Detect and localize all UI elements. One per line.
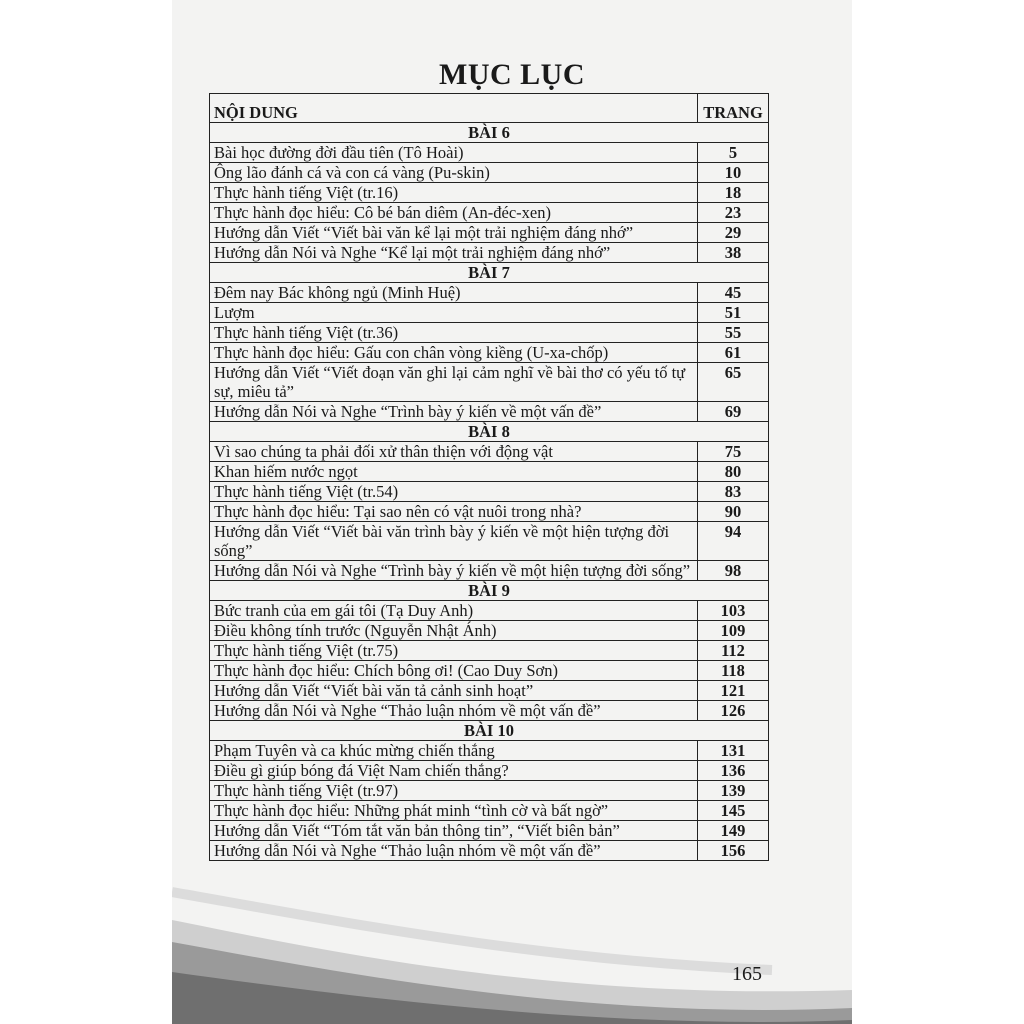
toc-entry-title: Thực hành đọc hiểu: Cô bé bán diêm (An-đéc-xen) xyxy=(210,203,698,223)
toc-entry-title: Hướng dẫn Viết “Tóm tắt văn bản thông tin”, “Viết biên bản” xyxy=(210,821,698,841)
toc-entry-page: 90 xyxy=(698,502,769,522)
toc-entry-title: Hướng dẫn Viết “Viết bài văn kể lại một trải nghiệm đáng nhớ” xyxy=(210,223,698,243)
toc-entry-title: Thực hành đọc hiểu: Những phát minh “tình cờ và bất ngờ” xyxy=(210,801,698,821)
section-label: BÀI 7 xyxy=(210,263,769,283)
toc-row xyxy=(210,482,769,502)
toc-entry-title: Hướng dẫn Viết “Viết bài văn tả cảnh sinh hoạt” xyxy=(210,681,698,701)
toc-row xyxy=(210,223,769,243)
toc-entry-page: 65 xyxy=(698,363,769,402)
table-of-contents xyxy=(209,93,769,861)
toc-row xyxy=(210,402,769,422)
section-row xyxy=(210,263,769,283)
toc-entry-title: Lượm xyxy=(210,303,698,323)
book-page xyxy=(172,0,852,1024)
toc-row xyxy=(210,661,769,681)
section-label: BÀI 9 xyxy=(210,581,769,601)
toc-row xyxy=(210,522,769,561)
section-row xyxy=(210,581,769,601)
toc-entry-page: 83 xyxy=(698,482,769,502)
toc-row xyxy=(210,701,769,721)
toc-entry-title: Hướng dẫn Nói và Nghe “Kể lại một trải nghiệm đáng nhớ” xyxy=(210,243,698,263)
toc-entry-title: Thực hành tiếng Việt (tr.97) xyxy=(210,781,698,801)
section-label: BÀI 10 xyxy=(210,721,769,741)
toc-entry-page: 51 xyxy=(698,303,769,323)
toc-row xyxy=(210,163,769,183)
toc-row xyxy=(210,841,769,861)
toc-entry-page: 80 xyxy=(698,462,769,482)
toc-entry-page: 136 xyxy=(698,761,769,781)
toc-row xyxy=(210,303,769,323)
table-header-row xyxy=(210,94,769,123)
toc-entry-title: Thực hành tiếng Việt (tr.75) xyxy=(210,641,698,661)
toc-entry-title: Vì sao chúng ta phải đối xử thân thiện với động vật xyxy=(210,442,698,462)
toc-row xyxy=(210,561,769,581)
toc-entry-title: Hướng dẫn Nói và Nghe “Trình bày ý kiến về một vấn đề” xyxy=(210,402,698,422)
toc-row xyxy=(210,821,769,841)
toc-row xyxy=(210,363,769,402)
toc-entry-title: Hướng dẫn Nói và Nghe “Trình bày ý kiến về một hiện tượng đời sống” xyxy=(210,561,698,581)
section-row xyxy=(210,123,769,143)
toc-row xyxy=(210,243,769,263)
toc-entry-page: 131 xyxy=(698,741,769,761)
toc-row xyxy=(210,681,769,701)
content-column-header: NỘI DUNG xyxy=(210,94,698,123)
toc-entry-title: Hướng dẫn Nói và Nghe “Thảo luận nhóm về một vấn đề” xyxy=(210,701,698,721)
toc-entry-page: 149 xyxy=(698,821,769,841)
toc-row xyxy=(210,323,769,343)
toc-row xyxy=(210,283,769,303)
toc-entry-page: 29 xyxy=(698,223,769,243)
toc-entry-page: 69 xyxy=(698,402,769,422)
toc-row xyxy=(210,343,769,363)
toc-entry-page: 23 xyxy=(698,203,769,223)
toc-entry-title: Hướng dẫn Viết “Viết đoạn văn ghi lại cảm nghĩ về bài thơ có yếu tố tự sự, miêu tả” xyxy=(210,363,698,402)
toc-entry-page: 75 xyxy=(698,442,769,462)
toc-entry-page: 10 xyxy=(698,163,769,183)
toc-entry-title: Thực hành tiếng Việt (tr.54) xyxy=(210,482,698,502)
page-column-header: TRANG xyxy=(698,94,769,123)
toc-row xyxy=(210,143,769,163)
section-label: BÀI 8 xyxy=(210,422,769,442)
toc-entry-title: Điều gì giúp bóng đá Việt Nam chiến thắng? xyxy=(210,761,698,781)
toc-entry-page: 94 xyxy=(698,522,769,561)
toc-entry-title: Bức tranh của em gái tôi (Tạ Duy Anh) xyxy=(210,601,698,621)
toc-entry-page: 98 xyxy=(698,561,769,581)
toc-entry-title: Thực hành tiếng Việt (tr.36) xyxy=(210,323,698,343)
toc-row xyxy=(210,801,769,821)
toc-entry-title: Thực hành tiếng Việt (tr.16) xyxy=(210,183,698,203)
toc-row xyxy=(210,442,769,462)
toc-entry-page: 156 xyxy=(698,841,769,861)
toc-entry-page: 18 xyxy=(698,183,769,203)
section-row xyxy=(210,721,769,741)
toc-entry-page: 118 xyxy=(698,661,769,681)
toc-entry-page: 103 xyxy=(698,601,769,621)
page-title: MỤC LỤC xyxy=(439,58,585,91)
section-row xyxy=(210,422,769,442)
section-label: BÀI 6 xyxy=(210,123,769,143)
toc-row xyxy=(210,621,769,641)
toc-entry-page: 121 xyxy=(698,681,769,701)
toc-entry-page: 126 xyxy=(698,701,769,721)
toc-row xyxy=(210,741,769,761)
toc-row xyxy=(210,601,769,621)
toc-row xyxy=(210,183,769,203)
page-number: 165 xyxy=(732,963,762,985)
toc-entry-title: Phạm Tuyên và ca khúc mừng chiến thắng xyxy=(210,741,698,761)
toc-entry-title: Hướng dẫn Nói và Nghe “Thảo luận nhóm về một vấn đề” xyxy=(210,841,698,861)
toc-row xyxy=(210,502,769,522)
toc-entry-title: Thực hành đọc hiểu: Gấu con chân vòng kiềng (U-xa-chốp) xyxy=(210,343,698,363)
toc-entry-page: 61 xyxy=(698,343,769,363)
toc-entry-page: 145 xyxy=(698,801,769,821)
toc-row xyxy=(210,641,769,661)
toc-row xyxy=(210,462,769,482)
toc-entry-title: Hướng dẫn Viết “Viết bài văn trình bày ý kiến về một hiện tượng đời sống” xyxy=(210,522,698,561)
toc-entry-title: Điều không tính trước (Nguyễn Nhật Ánh) xyxy=(210,621,698,641)
toc-entry-page: 5 xyxy=(698,143,769,163)
toc-entry-title: Ông lão đánh cá và con cá vàng (Pu-skin) xyxy=(210,163,698,183)
toc-entry-page: 109 xyxy=(698,621,769,641)
toc-entry-title: Thực hành đọc hiểu: Chích bông ơi! (Cao Duy Sơn) xyxy=(210,661,698,681)
toc-row xyxy=(210,781,769,801)
toc-entry-title: Bài học đường đời đầu tiên (Tô Hoài) xyxy=(210,143,698,163)
toc-row xyxy=(210,761,769,781)
toc-entry-title: Đêm nay Bác không ngủ (Minh Huệ) xyxy=(210,283,698,303)
toc-entry-page: 38 xyxy=(698,243,769,263)
toc-entry-page: 55 xyxy=(698,323,769,343)
toc-entry-page: 112 xyxy=(698,641,769,661)
toc-entry-title: Thực hành đọc hiểu: Tại sao nên có vật nuôi trong nhà? xyxy=(210,502,698,522)
toc-entry-page: 45 xyxy=(698,283,769,303)
toc-entry-page: 139 xyxy=(698,781,769,801)
toc-row xyxy=(210,203,769,223)
decorative-swoosh xyxy=(172,880,852,1024)
toc-entry-title: Khan hiếm nước ngọt xyxy=(210,462,698,482)
